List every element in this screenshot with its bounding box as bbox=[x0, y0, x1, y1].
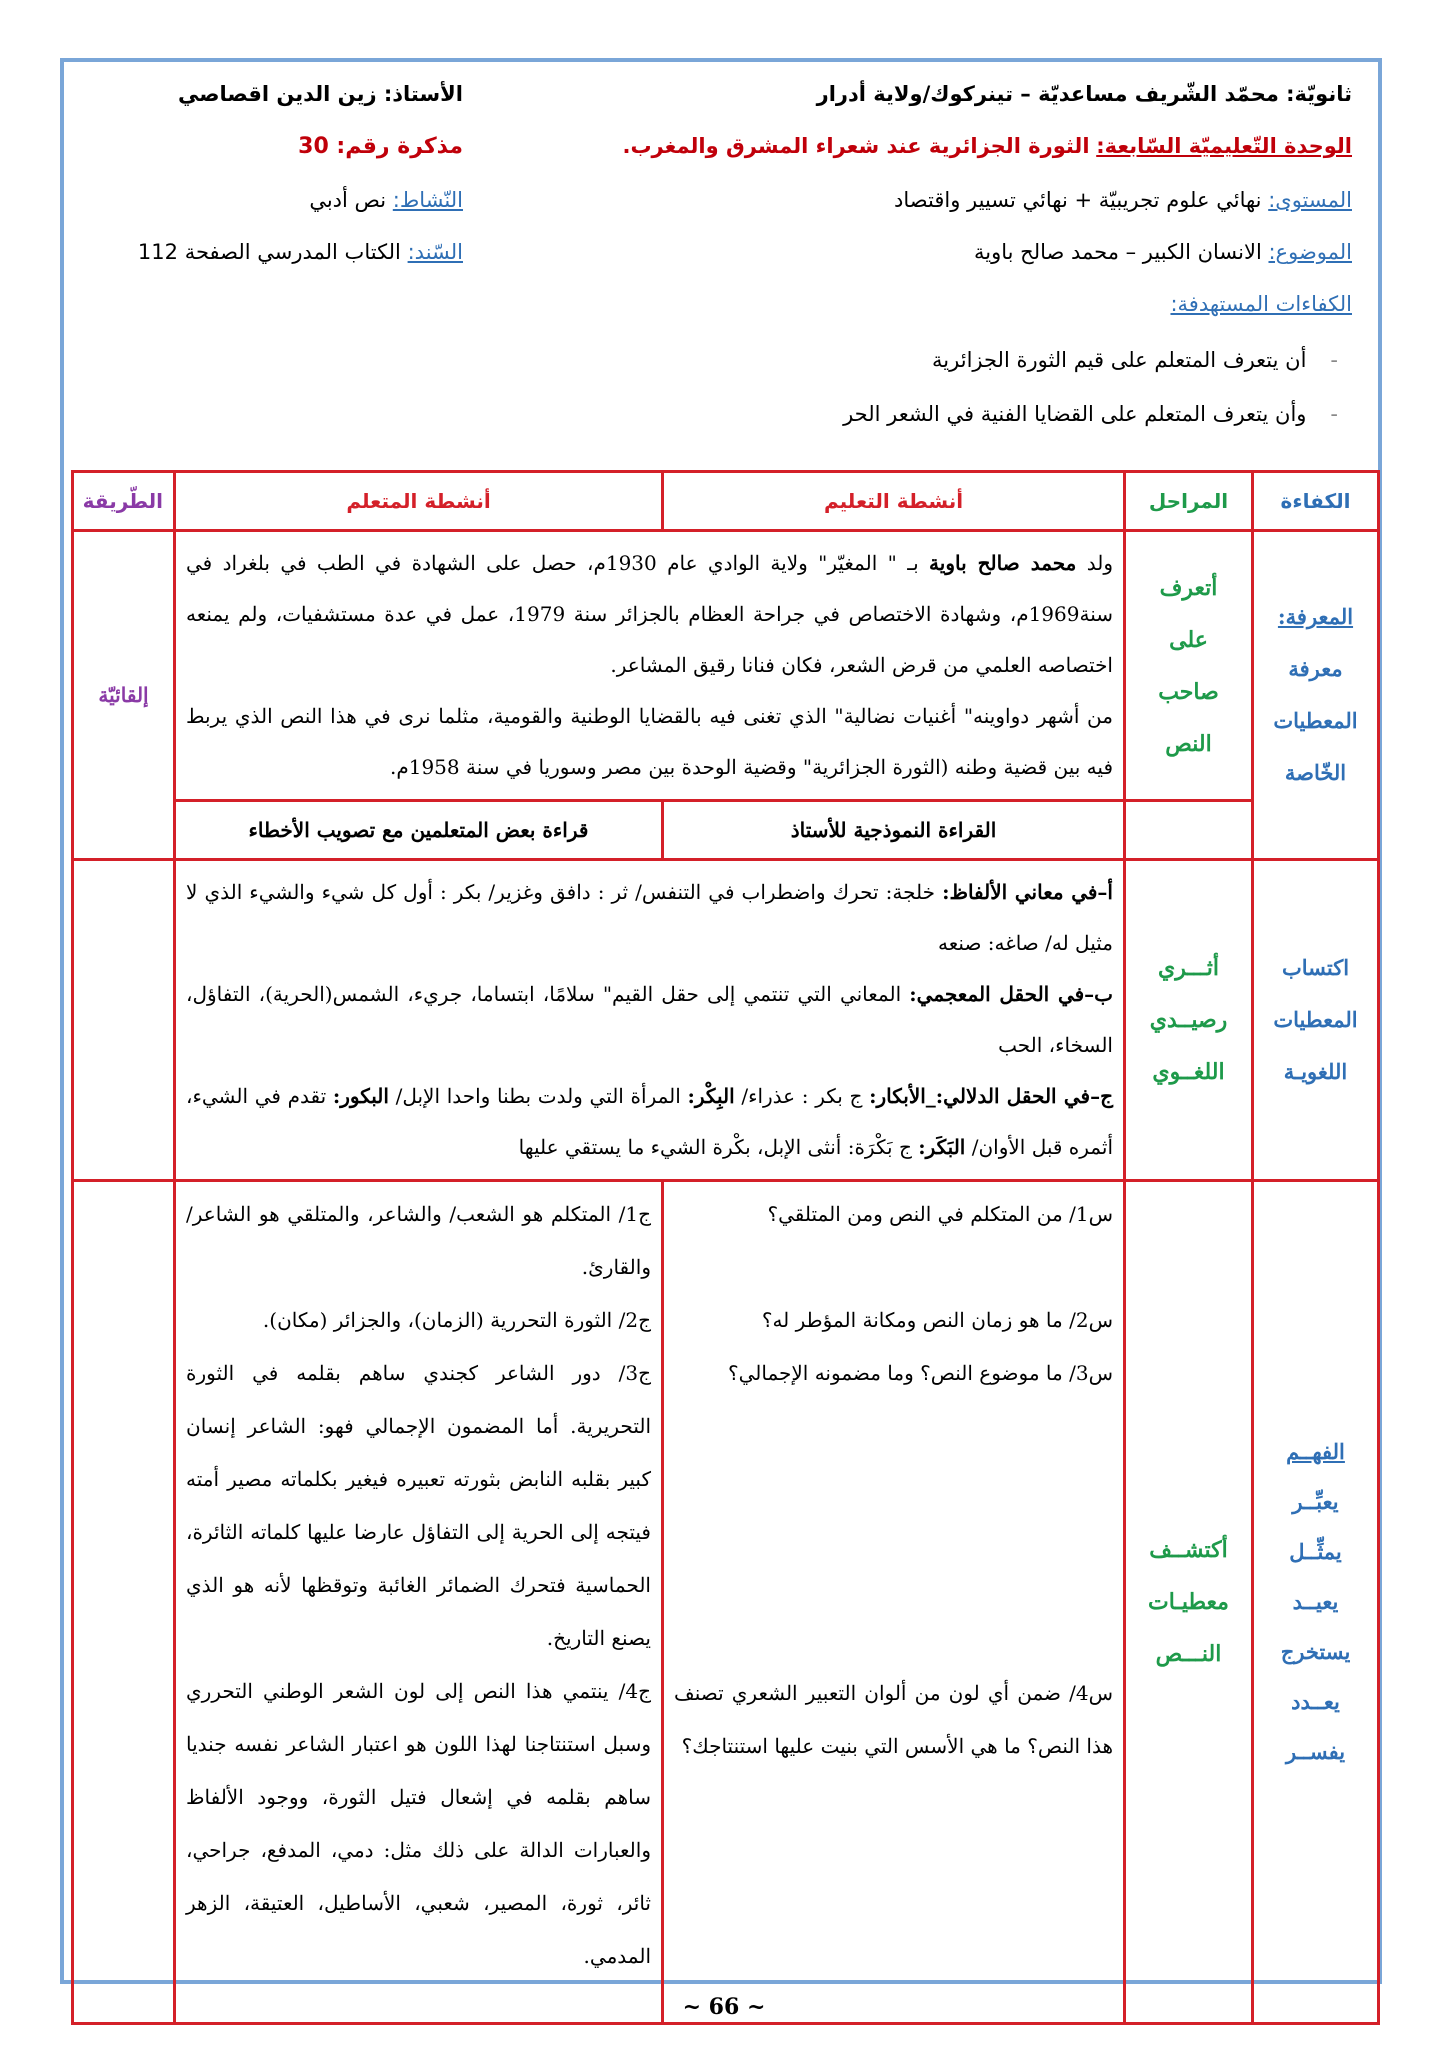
semantic-field bbox=[186, 1071, 1113, 1173]
competence-line: المعطيات bbox=[1273, 708, 1358, 733]
stage-line: أكتشــف bbox=[1149, 1537, 1228, 1563]
activity-label: النّشاط: bbox=[392, 188, 463, 212]
section-text: ج بكر : عذراء/ bbox=[741, 1084, 863, 1108]
section-text: ج بَكْرَة: أنثى الإبل، بكْرة الشيء ما يستقي عليها bbox=[518, 1135, 912, 1159]
competence-title: الفهــم bbox=[1286, 1439, 1345, 1464]
stage-line: النص bbox=[1165, 730, 1212, 757]
section-text: تقدم في الشيء، أثمره قبل الأوان/ bbox=[186, 1084, 1113, 1159]
stage-line: على bbox=[1169, 626, 1208, 653]
teacher-questions bbox=[663, 1181, 1125, 2024]
bio-paragraph-1 bbox=[186, 538, 1113, 691]
author-biography bbox=[175, 531, 1125, 801]
term: البَكَر: bbox=[918, 1135, 966, 1159]
competence-line: يعــدد bbox=[1291, 1689, 1340, 1714]
stage-line: اللغــوي bbox=[1152, 1059, 1225, 1085]
header-teaching: أنشطة التعليم bbox=[663, 472, 1125, 531]
competence-title: المعرفة: bbox=[1277, 604, 1354, 629]
topic-value: الانسان الكبير – محمد صالح باوية bbox=[973, 240, 1262, 264]
activity-line bbox=[309, 188, 463, 212]
question-3: س3/ ما موضوع النص؟ وما مضمونه الإجمالي؟ bbox=[727, 1361, 1113, 1385]
activity-value: نص أدبي bbox=[309, 188, 387, 212]
answer-2: ج2/ الثورة التحررية (الزمان)، والجزائر (مكان). bbox=[262, 1308, 651, 1332]
question-4: س4/ ضمن أي لون من ألوان التعبير الشعري تصنف هذا النص؟ ما هي الأسس التي بنيت عليها استنتاجك؟ bbox=[674, 1681, 1113, 1758]
level-line bbox=[894, 188, 1352, 212]
unit-label: الوحدة التّعليميّة السّابعة: bbox=[1096, 134, 1352, 158]
bio-text: ولد bbox=[1086, 551, 1114, 575]
table-row bbox=[73, 1181, 1379, 2024]
stage-know-author bbox=[1125, 531, 1253, 801]
stage-line: النـــص bbox=[1155, 1641, 1222, 1667]
header-competence: الكفاءة bbox=[1253, 472, 1379, 531]
competencies-heading bbox=[1170, 292, 1352, 316]
competence-knowledge bbox=[1253, 531, 1379, 860]
section-label: أ–في معاني الألفاظ: bbox=[942, 880, 1113, 904]
level-value: نهائي علوم تجريبيّة + نهائي تسيير واقتصاد bbox=[894, 188, 1262, 212]
section-label: ب–في الحقل المعجمي: bbox=[909, 982, 1114, 1006]
lexical-field bbox=[186, 969, 1113, 1071]
source-label: السّند: bbox=[407, 240, 463, 264]
lesson-table bbox=[71, 470, 1380, 2025]
section-text: المعاني التي تنتمي إلى حقل القيم" سلامًا، ابتساما، جريء، الشمس(الحرية)، التفاؤل، السخاء، الحب bbox=[186, 982, 1113, 1057]
stage-line: أتعرف bbox=[1159, 574, 1218, 601]
competency-item: - أن يتعرف المتعلم على قيم الثورة الجزائرية bbox=[843, 340, 1338, 394]
bio-text: بـ " المغيّر" ولاية الوادي عام 1930م، حصل على الشهادة في الطب في بلغراد في سنة1969م، وشهادة الاختصاص في جراحة العظام بالجزائر سنة 1979، عمل في عدة مستشفيات، ولم يمنعه اختصاصه العلمي من قرض الشعر، فكان فنانا رقيق المشاعر. bbox=[186, 551, 1113, 677]
table-row bbox=[73, 860, 1379, 1181]
section-text: المرأة التي ولدت بطنا واحدا الإبل/ bbox=[395, 1084, 681, 1108]
unit-value: الثورة الجزائرية عند شعراء المشرق والمغرب. bbox=[622, 134, 1090, 158]
method-empty bbox=[73, 1181, 175, 2024]
competence-line: الخّاصة bbox=[1284, 760, 1347, 785]
teacher-name: الأستاذ: زين الدين اقصاصي bbox=[178, 82, 463, 106]
table-header-row bbox=[73, 472, 1379, 531]
stage-discover-text bbox=[1125, 1181, 1253, 2024]
competence-line: يمثِّــل bbox=[1289, 1539, 1342, 1564]
vocabulary-section bbox=[175, 860, 1125, 1181]
author-name: محمد صالح باوية bbox=[929, 551, 1077, 575]
method-lecture: إلقائيّة bbox=[73, 531, 175, 860]
answer-1: ج1/ المتكلم هو الشعب/ والشاعر، والمتلقي هو الشاعر/ والقارئ. bbox=[186, 1202, 651, 1279]
header-method: الطّريقة bbox=[73, 472, 175, 531]
question-1: س1/ من المتكلم في النص ومن المتلقي؟ bbox=[767, 1202, 1113, 1226]
term: البكور: bbox=[332, 1084, 389, 1108]
term: البِكْر: bbox=[687, 1084, 735, 1108]
word-meanings bbox=[186, 867, 1113, 969]
learner-answers bbox=[175, 1181, 663, 2024]
source-line bbox=[138, 240, 463, 264]
section-label: ج–في الحقل الدلالي:_الأبكار: bbox=[869, 1084, 1114, 1108]
competence-linguistic bbox=[1253, 860, 1379, 1181]
table-row bbox=[73, 801, 1379, 860]
table-row bbox=[73, 531, 1379, 801]
question-2: س2/ ما هو زمان النص ومكانة المؤطر له؟ bbox=[761, 1308, 1113, 1332]
stage-line: رصيــدي bbox=[1149, 1007, 1228, 1033]
stage-line: أثـــري bbox=[1158, 955, 1219, 981]
level-label: المستوى: bbox=[1268, 188, 1352, 212]
header-learner: أنشطة المتعلم bbox=[175, 472, 663, 531]
teacher-reading: القراءة النموذجية للأستاذ bbox=[663, 801, 1125, 860]
competence-line: يفســر bbox=[1285, 1739, 1346, 1764]
competence-line: معرفة bbox=[1288, 656, 1343, 681]
learner-reading: قراءة بعض المتعلمين مع تصويب الأخطاء bbox=[175, 801, 663, 860]
stage-empty bbox=[1125, 801, 1253, 860]
competence-line: يعيــد bbox=[1292, 1589, 1339, 1614]
competency-item: - وأن يتعرف المتعلم على القضايا الفنية في الشعر الحر bbox=[843, 394, 1338, 448]
stage-enrich-vocab bbox=[1125, 860, 1253, 1181]
competence-line: اكتساب bbox=[1281, 955, 1350, 980]
page-number: ~ 66 ~ bbox=[682, 1994, 766, 2020]
competence-line: المعطيات bbox=[1273, 1007, 1358, 1032]
answer-4: ج4/ ينتمي هذا النص إلى لون الشعر الوطني التحرري وسبل استنتاجنا لهذا اللون هو اعتبار الشاعر نفسه جنديا ساهم بقلمه في إشعال فتيل الثورة، ووجود الألفاظ والعبارات الدالة على ذلك مثل: دمي، المدفع، جراحي، ثائر، ثورة، المصير، شعبي، الأساطيل، العتيقة، الزهر المدمي. bbox=[186, 1679, 651, 1968]
competence-line: يعبِّــر bbox=[1292, 1489, 1339, 1514]
competencies-list bbox=[843, 340, 1338, 448]
competence-line: اللغويـة bbox=[1283, 1059, 1348, 1084]
competence-line: يستخرج bbox=[1280, 1639, 1351, 1664]
source-value: الكتاب المدرسي الصفحة 112 bbox=[137, 240, 401, 264]
topic-line bbox=[974, 240, 1352, 264]
competence-comprehension bbox=[1253, 1181, 1379, 2024]
stage-line: صاحب bbox=[1158, 678, 1219, 705]
topic-label: الموضوع: bbox=[1268, 240, 1352, 264]
competencies-label: الكفاءات المستهدفة: bbox=[1170, 292, 1352, 316]
answer-3: ج3/ دور الشاعر كجندي ساهم بقلمه في الثورة التحريرية. أما المضمون الإجمالي فهو: الشاعر إنسان كبير بقلبه النابض بثورته تعبيره فيغير بكلماته مصير أمته فيتجه إلى الحرية إلى التفاؤل عارضا عليها كلماته الثائرة، الحماسية فتحرك الضمائر الغائبة وتوقظها لأنه هو الذي يصنع التاريخ. bbox=[186, 1361, 651, 1650]
header-stages: المراحل bbox=[1125, 472, 1253, 531]
section-text: خلجة: تحرك واضطراب في التنفس/ ثر : دافق وغزير/ بكر : أول كل شيء والشيء الذي لا مثيل له/ صاغه: صنعه bbox=[186, 880, 1113, 955]
school-name: ثانويّة: محمّد الشّريف مساعديّة – تينركوك/ولاية أدرار bbox=[816, 82, 1352, 106]
bio-paragraph-2: من أشهر دواوينه" أغنيات نضالية" الذي تغنى فيه بالقضايا الوطنية والقومية، مثلما نرى في هذا النص الذي يربط فيه بين قضية وطنه (الثورة الجزائرية" وقضية الوحدة بين مصر وسوريا في سنة 1958م. bbox=[186, 704, 1113, 779]
memo-number: مذكرة رقم: 30 bbox=[298, 134, 463, 159]
unit-line bbox=[622, 134, 1352, 158]
method-empty bbox=[73, 860, 175, 1181]
stage-line: معطيـات bbox=[1148, 1589, 1229, 1615]
